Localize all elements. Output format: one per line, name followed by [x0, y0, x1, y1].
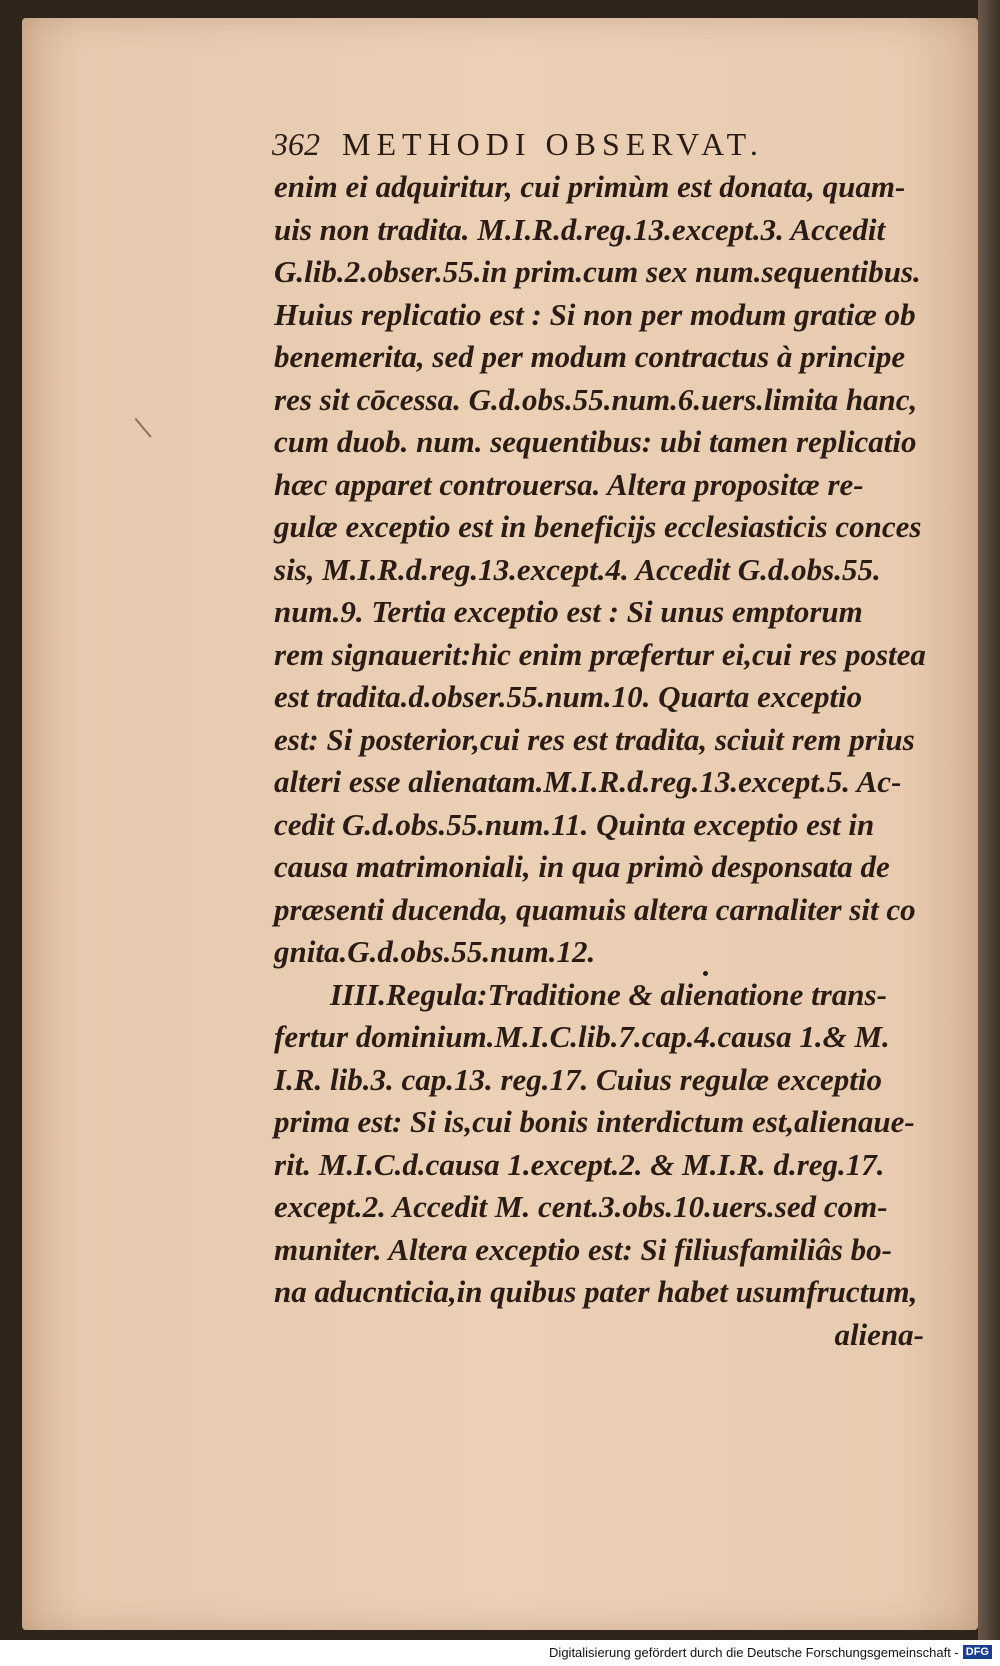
text-line: rem signauerit:hic enim præfertur ei,cui res postea: [274, 636, 926, 672]
paragraph-start-line: IIII.Regula:Traditione & alienatione trans-: [330, 976, 887, 1012]
text-line: causa matrimoniali, in qua primò desponsata de: [274, 849, 890, 884]
text-line: res sit cōcessa. G.d.obs.55.num.6.uers.limita hanc,: [274, 381, 918, 417]
text-line: I.R. lib.3. cap.13. reg.17. Cuius regulæ exceptio: [274, 1061, 882, 1097]
page-number: 362: [272, 126, 320, 162]
text-line: Huius replicatio est : Si non per modum gratiæ ob: [274, 296, 916, 332]
text-line: num.9. Tertia exceptio est : Si unus emptorum: [274, 594, 863, 629]
catchword: aliena-: [834, 1316, 924, 1352]
page-header: [272, 126, 912, 170]
text-line: gulæ exceptio est in beneficijs ecclesiasticis conces: [274, 509, 922, 544]
text-line: cedit G.d.obs.55.num.11. Quinta exceptio est in: [274, 806, 875, 842]
text-line: muniter. Altera exceptio est: Si filiusfamiliâs bo-: [274, 1231, 893, 1267]
page-body: [274, 166, 934, 1356]
text-line: na aducnticia,in quibus pater habet usumfructum,: [274, 1274, 918, 1309]
text-line: gnita.G.d.obs.55.num.12.: [274, 934, 596, 969]
text-line: præsenti ducenda, quamuis altera carnaliter sit co: [274, 891, 916, 927]
credit-text: Digitalisierung gefördert durch die Deutsche Forschungsgemeinschaft -: [549, 1644, 959, 1660]
text-line: est tradita.d.obser.55.num.10. Quarta exceptio: [274, 679, 863, 714]
running-title: METHODI OBSERVAT.: [342, 126, 764, 162]
text-line: sis, M.I.R.d.reg.13.except.4. Accedit G.d.obs.55.: [274, 551, 881, 587]
text-line: enim ei adquiritur, cui primùm est donata, quam-: [274, 169, 906, 204]
text-line: est: Si posterior,cui res est tradita, sciuit rem prius: [274, 721, 915, 757]
text-line: except.2. Accedit M. cent.3.obs.10.uers.sed com-: [274, 1189, 888, 1224]
text-line: rit. M.I.C.d.causa 1.except.2. & M.I.R. d.reg.17.: [274, 1146, 885, 1182]
dfg-logo[interactable]: DFG: [963, 1645, 992, 1659]
text-line: hæc apparet controuersa. Altera propositæ re-: [274, 466, 864, 502]
digitization-credit: [549, 1642, 992, 1662]
text-line: prima est: Si is,cui bonis interdictum est,alienaue-: [274, 1104, 915, 1139]
text-line: G.lib.2.obser.55.in prim.cum sex num.sequentibus.: [274, 254, 921, 289]
text-line: benemerita, sed per modum contractus à principe: [274, 339, 906, 374]
text-line: cum duob. num. sequentibus: ubi tamen replicatio: [274, 424, 917, 459]
text-line: uis non tradita. M.I.R.d.reg.13.except.3. Accedit: [274, 211, 886, 247]
text-line: fertur dominium.M.I.C.lib.7.cap.4.causa 1.& M.: [274, 1019, 890, 1054]
text-line: alteri esse alienatam.M.I.R.d.reg.13.except.5. Ac-: [274, 764, 902, 799]
book-edge-right: [978, 0, 1000, 1640]
